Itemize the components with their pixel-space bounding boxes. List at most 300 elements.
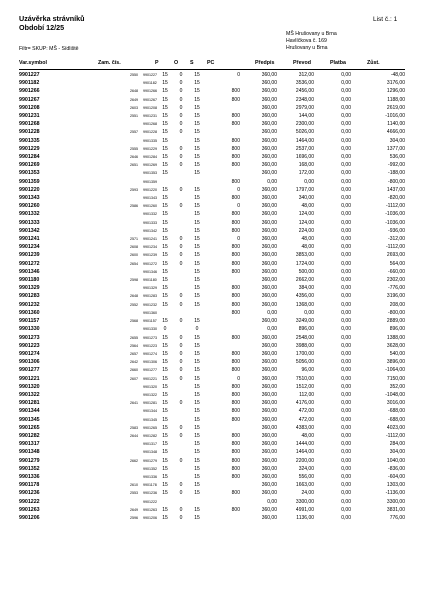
cell-prevod: 3300,00 [295,498,314,505]
cell-zust: 1303,00 [386,482,405,489]
cell-zust: -992,00 [388,162,405,169]
cell-prevod: 5056,00 [295,359,314,366]
cell-reference: 9901269 [143,163,157,168]
cell-predpis: 360,00 [261,367,277,374]
cell-zust: 3896,00 [386,359,405,366]
cell-pc [205,342,240,350]
cell-prevod: 7510,00 [295,375,314,382]
cell-platba: 0,00 [341,178,351,185]
cell-o [173,194,189,202]
table-row [19,202,405,210]
cell-reference: 9901239 [143,253,157,258]
cell-platba: 0,00 [341,211,351,218]
cell-reference: 9901343 [143,196,157,201]
cell-zam-number [113,194,141,202]
cell-var-symbol: 9901228 [19,129,40,136]
cell-pc: 800 [231,465,240,472]
cell-zam-number: 2662 [130,458,138,463]
cell-pc: 0 [237,186,240,193]
cell-s: 15 [194,186,200,193]
cell-s: 15 [194,391,200,398]
cell-zam-number: 2603 [130,105,138,110]
cell-var-symbol: 9901232 [19,301,40,308]
cell-zust: 1437,00 [386,186,405,193]
cell-s: 15 [194,473,200,480]
cell-p: 15 [162,88,168,95]
cell-zust: 4666,00 [386,129,405,136]
cell-p: 15 [162,408,168,415]
cell-pc [205,325,240,333]
cell-p: 15 [162,113,168,120]
cell-p: 15 [162,252,168,259]
cell-pc: 800 [231,154,240,161]
cell-var-symbol: 9901277 [19,367,40,374]
cell-prevod: 1663,00 [295,482,314,489]
cell-zam-number: 2649 [130,507,138,512]
table-row [19,87,405,95]
table-row [19,145,405,153]
cell-p: 15 [162,121,168,128]
table-row [19,383,405,391]
cell-zust: -776,00 [388,285,405,292]
cell-predpis: 360,00 [261,416,277,423]
cell-pc: 800 [231,432,240,439]
table-row [19,506,405,514]
cell-s: 15 [194,121,200,128]
cell-s: 15 [194,342,200,349]
cell-platba: 0,00 [341,145,351,152]
cell-reference: 9901221 [143,376,157,381]
cell-zam-number: 2557 [130,130,138,135]
cell-predpis: 360,00 [261,277,277,284]
cell-o: 0 [179,88,183,95]
cell-platba: 0,00 [341,195,351,202]
cell-prevod: 3249,00 [295,318,314,325]
cell-prevod: 896,00 [298,326,314,333]
cell-p: 15 [162,72,168,78]
cell-zust: -604,00 [388,473,405,480]
cell-platba: 0,00 [341,293,351,300]
cell-predpis: 360,00 [261,449,277,456]
cell-var-symbol: 9901231 [19,113,40,120]
cell-prevod: 96,00 [301,367,314,374]
cell-zust: -688,00 [388,408,405,415]
cell-var-symbol: 9901345 [19,416,40,423]
cell-var-symbol: 9901269 [19,162,40,169]
cell-s: 15 [194,432,200,439]
cell-zam-number: 2586 [130,204,138,209]
cell-reference: 9901344 [143,409,157,414]
cell-predpis: 360,00 [261,104,277,111]
cell-predpis: 360,00 [261,236,277,243]
table-row [19,71,405,79]
cell-zust: 564,00 [389,260,405,267]
cell-pc: 800 [231,490,240,497]
cell-pc: 800 [231,309,240,316]
cell-prevod: 3536,00 [295,80,314,87]
cell-predpis: 360,00 [261,186,277,193]
cell-predpis: 360,00 [261,424,277,431]
cell-platba: 0,00 [341,236,351,243]
cell-predpis: 360,00 [261,203,277,210]
cell-pc: 800 [231,211,240,218]
cell-p: 15 [162,441,168,448]
cell-var-symbol: 9901284 [19,154,40,161]
cell-zam-number: 2642 [130,360,138,365]
cell-o [173,309,189,317]
cell-prevod: 1700,00 [295,350,314,357]
table-row [19,473,405,481]
cell-zam-number: 2593 [130,187,138,192]
table-row [19,79,405,87]
cell-zam-number: 2649 [130,97,138,102]
cell-var-symbol: 9901273 [19,334,40,341]
cell-zam-number: 2654 [130,261,138,266]
cell-zust: 540,00 [389,350,405,357]
cell-s: 15 [194,514,200,521]
cell-s: 15 [194,227,200,234]
cell-var-symbol: 9901332 [19,211,40,218]
cell-pc [205,169,240,177]
cell-platba: 0,00 [341,170,351,177]
cell-prevod: 556,00 [298,473,314,480]
cell-predpis: 360,00 [261,121,277,128]
cell-var-symbol: 9901346 [19,268,40,275]
cell-p: 15 [162,96,168,103]
cell-reference: 9901348 [143,450,157,455]
cell-predpis: 360,00 [261,359,277,366]
cell-prevod: 384,00 [298,285,314,292]
cell-predpis: 360,00 [261,129,277,136]
cell-var-symbol: 9901343 [19,195,40,202]
cell-var-symbol: 9901333 [19,219,40,226]
cell-o: 0 [179,367,183,374]
cell-reference: 9901272 [143,261,157,266]
filter-label: Filtr= SKUP: MŠ - Sídliště [19,46,79,52]
cell-zam-number: 2648 [130,294,138,299]
cell-s: 15 [194,211,200,218]
cell-s: 15 [194,350,200,357]
cell-s: 15 [194,424,200,431]
cell-p: 15 [162,473,168,480]
cell-s: 15 [194,293,200,300]
cell-zam-number: 2610 [130,483,138,488]
cell-var-symbol: 9901348 [19,449,40,456]
cell-var-symbol: 9901266 [19,88,40,95]
cell-o [173,498,189,506]
table-row [19,243,405,251]
cell-predpis: 360,00 [261,293,277,300]
cell-predpis: 360,00 [261,482,277,489]
cell-var-symbol: 9901220 [19,186,40,193]
cell-prevod: 48,00 [301,203,314,210]
cell-zust: -48,00 [390,72,405,78]
cell-zam-number: 2655 [130,335,138,340]
cell-zam-number [113,309,141,317]
cell-zust: 352,00 [389,383,405,390]
cell-reference: 9901322 [143,392,157,397]
cell-zust: -1064,00 [385,367,405,374]
cell-var-symbol: 9901317 [19,441,40,448]
cell-p: 15 [162,154,168,161]
cell-var-symbol: 9901234 [19,244,40,251]
cell-prevod: 172,00 [298,170,314,177]
cell-o: 0 [179,457,183,464]
table-row [19,358,405,366]
address-line-3: Hrušovany u Brna [286,45,328,51]
cell-zust: 3196,00 [386,293,405,300]
cell-p: 15 [162,285,168,292]
cell-prevod: 1512,00 [295,383,314,390]
cell-s: 15 [194,285,200,292]
cell-zam-number [113,465,141,473]
cell-o [173,407,189,415]
cell-pc: 800 [231,301,240,308]
cell-predpis: 360,00 [261,137,277,144]
cell-o: 0 [179,80,183,87]
cell-p: 15 [162,301,168,308]
col-header-o: O [174,60,179,66]
cell-platba: 0,00 [341,309,351,316]
cell-prevod: 1724,00 [295,260,314,267]
cell-reference: 9901274 [143,351,157,356]
cell-prevod: 472,00 [298,408,314,415]
cell-zam-number: 2564 [130,343,138,348]
cell-pc: 800 [231,285,240,292]
cell-zust: 1040,00 [386,457,405,464]
table-row [19,407,405,415]
cell-pc: 800 [231,400,240,407]
cell-pc: 800 [231,121,240,128]
cell-p: 15 [162,416,168,423]
table-row [19,128,405,136]
cell-s: 15 [194,506,200,513]
cell-s: 15 [194,268,200,275]
cell-o [173,169,189,177]
cell-prevod: 4991,00 [295,506,314,513]
cell-s: 15 [194,162,200,169]
cell-pc [205,317,240,325]
cell-zust: 3176,00 [386,80,405,87]
cell-zust: -1048,00 [385,391,405,398]
cell-o: 0 [179,334,183,341]
cell-p: 15 [162,268,168,275]
cell-o: 0 [179,203,183,210]
col-header-p: P [155,60,159,66]
cell-platba: 0,00 [341,506,351,513]
cell-platba: 0,00 [341,277,351,284]
cell-platba: 0,00 [341,449,351,456]
cell-pc: 800 [231,441,240,448]
cell-s: 15 [194,482,200,489]
cell-zam-number [113,178,141,186]
cell-platba: 0,00 [341,432,351,439]
cell-prevod: 3988,00 [295,342,314,349]
cell-zust: 1140,00 [387,121,405,128]
cell-pc [205,276,240,284]
cell-platba: 0,00 [341,359,351,366]
cell-s: 15 [194,137,200,144]
cell-zam-number [113,448,141,456]
cell-reference: 9901277 [143,368,157,373]
cell-reference: 9901206 [143,515,157,520]
cell-prevod: 4356,00 [295,293,314,300]
table-row [19,260,405,268]
header-divider [19,69,405,70]
cell-prevod: 2348,00 [295,96,314,103]
cell-reference: 9901335 [143,138,157,143]
cell-p: 15 [162,334,168,341]
cell-platba: 0,00 [341,416,351,423]
col-header-var-symbol: Var.symbol [19,60,47,66]
cell-reference: 9901359 [143,179,157,184]
cell-pc: 800 [231,473,240,480]
table-row [19,276,405,284]
cell-p: 15 [162,359,168,366]
cell-p: 15 [162,203,168,210]
cell-zam-number: 2550 [130,73,138,77]
cell-reference: 9901329 [143,286,157,291]
cell-pc: 800 [231,260,240,267]
cell-zust: 2889,00 [386,318,405,325]
cell-s: 15 [194,129,200,136]
table-row [19,317,405,325]
cell-prevod: 1464,00 [295,449,314,456]
cell-p: 15 [162,260,168,267]
cell-predpis: 360,00 [261,96,277,103]
cell-o: 0 [179,96,183,103]
cell-platba: 0,00 [341,129,351,136]
cell-var-symbol: 9901157 [19,318,40,325]
cell-o [173,268,189,276]
cell-zam-number [113,219,141,227]
cell-zust: 896,00 [389,326,405,333]
cell-o [173,178,189,186]
cell-o: 0 [179,129,183,136]
cell-predpis: 360,00 [261,391,277,398]
cell-zam-number [113,120,141,128]
cell-zam-number: 2600 [130,253,138,258]
cell-o: 0 [179,506,183,513]
cell-reference: 9901260 [143,204,157,209]
table-row [19,342,405,350]
cell-prevod: 1797,00 [295,186,314,193]
cell-prevod: 48,00 [301,244,314,251]
cell-s: 15 [194,113,200,120]
cell-platba: 0,00 [341,244,351,251]
cell-zam-number: 2641 [130,401,138,406]
cell-pc: 800 [231,506,240,513]
cell-zam-number: 2555 [130,146,138,151]
cell-o [173,137,189,145]
cell-p: 15 [162,137,168,144]
cell-predpis: 360,00 [261,441,277,448]
cell-p: 15 [162,318,168,325]
cell-p: 15 [162,514,168,521]
cell-predpis: 360,00 [261,506,277,513]
table-row [19,301,405,309]
cell-p: 15 [162,104,168,111]
cell-reference: 9901330 [143,327,157,332]
cell-reference: 9901266 [143,89,157,94]
cell-o: 0 [179,301,183,308]
cell-var-symbol: 9901281 [19,400,40,407]
report-title: Uzávěrka strávníků [19,14,85,23]
table-row [19,219,405,227]
cell-platba: 0,00 [341,268,351,275]
cell-var-symbol: 9901330 [19,326,40,333]
cell-zust: -936,00 [388,227,405,234]
cell-pc [205,481,240,489]
cell-o: 0 [179,490,183,497]
cell-zam-number [113,473,141,481]
cell-reference: 9901346 [143,269,157,274]
cell-platba: 0,00 [341,260,351,267]
cell-o: 0 [179,72,183,78]
cell-predpis: 360,00 [261,154,277,161]
table-row [19,498,405,506]
cell-prevod: 0,00 [304,178,314,185]
cell-reference: 9901320 [143,384,157,389]
cell-predpis: 360,00 [261,244,277,251]
cell-p: 15 [162,391,168,398]
cell-platba: 0,00 [341,498,351,505]
cell-o [173,284,189,292]
cell-platba: 0,00 [341,285,351,292]
cell-reference: 9901283 [143,294,157,299]
cell-var-symbol: 9901360 [19,309,40,316]
cell-pc [205,514,240,522]
cell-zust: -188,00 [388,170,405,177]
cell-reference: 9901267 [143,97,157,102]
cell-reference: 9901182 [143,81,157,86]
cell-zust: 1377,00 [386,145,405,152]
cell-reference: 9901279 [143,458,157,463]
cell-predpis: 360,00 [261,252,277,259]
cell-zam-number [113,169,141,177]
cell-s: 15 [194,145,200,152]
col-header-predpis: Předpis [255,60,275,66]
cell-predpis: 360,00 [261,162,277,169]
cell-var-symbol: 9901263 [19,506,40,513]
cell-predpis: 360,00 [261,375,277,382]
cell-var-symbol: 9901182 [19,80,40,87]
table-row [19,112,405,120]
cell-reference: 9901263 [143,507,157,512]
cell-var-symbol: 9901222 [19,498,40,505]
cell-s: 15 [194,260,200,267]
table-row [19,96,405,104]
cell-zust: 536,00 [389,154,405,161]
col-header-zust: Zůst. [367,60,380,66]
cell-s: 15 [194,88,200,95]
column-header-row [19,60,405,69]
cell-o: 0 [179,432,183,439]
cell-o [173,473,189,481]
cell-zust: 2302,00 [386,277,405,284]
cell-platba: 0,00 [341,186,351,193]
cell-platba: 0,00 [341,301,351,308]
cell-predpis: 360,00 [261,490,277,497]
table-row [19,137,405,145]
cell-zust: 2693,00 [386,252,405,259]
cell-var-symbol: 9901178 [19,482,40,489]
cell-zust: -800,00 [388,178,405,185]
table-row [19,178,405,186]
cell-zam-number: 2553 [130,491,138,496]
cell-predpis: 360,00 [261,342,277,349]
cell-var-symbol: 9901322 [19,391,40,398]
